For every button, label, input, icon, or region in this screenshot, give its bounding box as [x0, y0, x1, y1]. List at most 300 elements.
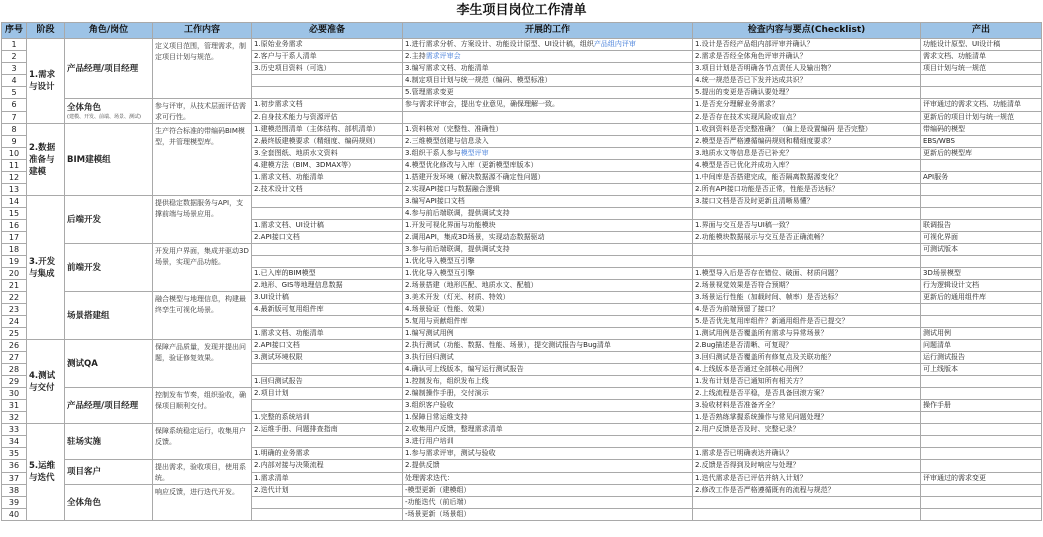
output-cell: 更新后的项目计划与统一规范 [921, 111, 1042, 124]
checklist-cell: 1.是否熟练掌握系统操作与常见问题处理？ [693, 412, 921, 424]
row-index: 27 [2, 352, 27, 364]
work-cell [403, 340, 693, 352]
output-cell [921, 448, 1042, 460]
work-content-cell: 开发用户界面，集成并驱动3D场景，实现产品功能。 [153, 244, 252, 292]
output-cell [921, 256, 1042, 268]
row-index: 18 [2, 244, 27, 256]
preparation-cell: 2.客户与干系人清单 [252, 51, 403, 63]
work-text: 3.执行回归测试 [405, 353, 454, 361]
work-text: 2.主持 [405, 52, 426, 60]
work-text: 4.模型优化修改与入库（更新模型库版本） [405, 161, 538, 169]
work-text: 4.确认可上线版本，编写运行测试报告 [405, 365, 524, 373]
checklist-cell: 5.是否优先复用库组件？新通用组件是否已提交？ [693, 316, 921, 328]
checklist-cell: 2.场景视觉效果是否符合预期？ [693, 280, 921, 292]
header-row [2, 23, 1042, 39]
preparation-cell: 4.建模方法（BIM、3DMAX等） [252, 160, 403, 172]
table-row [2, 39, 1042, 51]
work-content-cell: 参与评审，从技术层面评估需求可行性。 [153, 99, 252, 124]
work-text: 1.进行需求分析、方案设计、功能设计原型、UI设计稿，组织 [405, 40, 594, 48]
work-cell [403, 39, 693, 51]
work-content-cell: 保障产品质量，发现并提出问题，验证修复效果。 [153, 340, 252, 388]
work-text: -模型更新（建模组） [405, 486, 471, 494]
output-cell: 需求文档、功能清单 [921, 51, 1042, 63]
row-index: 34 [2, 436, 27, 448]
work-text: 参与需求评审会，提出专业意见，确保理解一致。 [405, 100, 559, 109]
sheet-title: 李生项目岗位工作清单 [456, 3, 587, 18]
row-index: 13 [2, 184, 27, 196]
checklist-cell [693, 497, 921, 509]
output-cell: 运行测试报告 [921, 352, 1042, 364]
work-cell [403, 268, 693, 280]
row-index: 10 [2, 148, 27, 160]
work-cell [403, 280, 693, 292]
work-cell [403, 472, 693, 485]
preparation-cell: 1.需求清单 [252, 472, 403, 485]
preparation-cell: 2.迭代计划 [252, 485, 403, 497]
checklist-cell: 2.所有API接口功能是否正常，性能是否达标？ [693, 184, 921, 196]
row-index: 29 [2, 376, 27, 388]
work-text: 处理需求迭代： [405, 473, 454, 482]
work-link[interactable]: 产品组内评审 [593, 40, 636, 48]
row-index: 5 [2, 87, 27, 99]
preparation-cell [252, 316, 403, 328]
work-cell [403, 376, 693, 388]
row-index: 14 [2, 196, 27, 208]
work-text: 2.场景搭建（地形匹配、地质水文、配植） [405, 281, 538, 289]
work-text: 1.保障日常运维支持 [405, 413, 468, 421]
work-cell [403, 485, 693, 497]
work-cell [403, 111, 693, 124]
work-cell [403, 509, 693, 521]
work-cell [403, 497, 693, 509]
output-cell: 项目计划与统一规范 [921, 63, 1042, 75]
output-cell: EBS/WBS [921, 136, 1042, 148]
preparation-cell: 2.项目计划 [252, 388, 403, 400]
work-text: 4.场景验证（性能、效果） [405, 305, 489, 313]
table-row [2, 292, 1042, 304]
output-cell [921, 412, 1042, 424]
output-cell [921, 304, 1042, 316]
work-cell [403, 424, 693, 436]
checklist-cell: 2.上线流程是否平稳，是否具备回滚方案？ [693, 388, 921, 400]
checklist-cell: 3.接口文档是否及时更新且清晰易懂？ [693, 196, 921, 208]
preparation-cell: 1.回归测试报告 [252, 376, 403, 388]
preparation-cell: 2.运维手册、问题排查指南 [252, 424, 403, 436]
table-row [2, 485, 1042, 497]
table-row [2, 196, 1042, 208]
table-row [2, 424, 1042, 436]
output-cell: 功能设计原型、UI设计稿 [921, 39, 1042, 51]
work-text: 1.控制发布，组织发布上线 [405, 377, 489, 385]
preparation-cell: 1.初步需求文档 [252, 99, 403, 112]
work-cell [403, 388, 693, 400]
role-cell [65, 340, 153, 388]
work-text: 3.组织客户验收 [405, 401, 454, 409]
row-index: 1 [2, 39, 27, 51]
header-role: 角色/岗位 [65, 23, 153, 39]
table-row [2, 388, 1042, 400]
table-row [2, 244, 1042, 256]
output-cell: 操作手册 [921, 400, 1042, 412]
stage-cell: 3.开发与集成 [27, 196, 65, 340]
row-index: 36 [2, 460, 27, 473]
preparation-cell [252, 256, 403, 268]
checklist-cell: 1.迭代需求是否已评估并纳入计划？ [693, 472, 921, 485]
output-cell: 问题清单 [921, 340, 1042, 352]
role-cell [65, 424, 153, 460]
output-cell: 评审通过的需求变更 [921, 472, 1042, 485]
preparation-cell [252, 364, 403, 376]
checklist-cell [693, 244, 921, 256]
stage-cell: 2.数据准备与建模 [27, 124, 65, 196]
work-cell [403, 99, 693, 112]
checklist-cell: 1.收到资料是否完整准确？（偏上是设置编码 是否完整） [693, 124, 921, 136]
preparation-cell: 2.技术设计文档 [252, 184, 403, 196]
output-cell: 3D场景模型 [921, 268, 1042, 280]
work-content-cell: 提供稳定数据服务与API，支撑前端与场景应用。 [153, 196, 252, 244]
role-label: 驻场实施 [67, 436, 102, 447]
preparation-cell: 2.API接口文档 [252, 340, 403, 352]
row-index: 6 [2, 99, 27, 112]
work-cell [403, 436, 693, 448]
role-cell [65, 196, 153, 244]
work-text: 1.优化导入模型互引擎 [405, 257, 475, 265]
row-index: 40 [2, 509, 27, 521]
work-content-cell: 保障系统稳定运行，收集用户反馈。 [153, 424, 252, 460]
work-text: -场景更新（场景组） [405, 510, 471, 518]
preparation-cell: 1.已入库的BIM模型 [252, 268, 403, 280]
checklist-cell: 4.是否为前端预留了接口？ [693, 304, 921, 316]
preparation-cell: 2.最终版建模要求（精细度、编码规则） [252, 136, 403, 148]
table-row [2, 460, 1042, 473]
row-index: 24 [2, 316, 27, 328]
work-text: -功能迭代（前后端） [405, 498, 471, 506]
work-cell [403, 352, 693, 364]
work-text: 2.提供反馈 [405, 461, 440, 470]
output-cell [921, 424, 1042, 436]
role-cell [65, 39, 153, 99]
row-index: 16 [2, 220, 27, 232]
checklist-cell: 4.统一规范是否已下发并达成共识？ [693, 75, 921, 87]
output-cell: 可测试版本 [921, 244, 1042, 256]
work-text: 1.资料核对（完整性、准确性） [405, 125, 503, 133]
work-cell [403, 63, 693, 75]
table-row [2, 124, 1042, 136]
row-index: 19 [2, 256, 27, 268]
work-cell [403, 196, 693, 208]
checklist-cell: 2.反馈是否得到及时响应与处理？ [693, 460, 921, 473]
preparation-cell [252, 244, 403, 256]
work-cell [403, 328, 693, 340]
work-cell [403, 160, 693, 172]
row-index: 38 [2, 485, 27, 497]
row-index: 15 [2, 208, 27, 220]
row-index: 26 [2, 340, 27, 352]
work-cell [403, 448, 693, 460]
work-cell [403, 220, 693, 232]
work-cell [403, 256, 693, 268]
checklist-cell: 1.中间库是否搭建完成，能否隔离数据源变化？ [693, 172, 921, 184]
preparation-cell: 3.历史项目资料（可选） [252, 63, 403, 75]
output-cell [921, 160, 1042, 172]
work-text: 1.搭建开发环境（解决数据源不确定性问题） [405, 173, 545, 181]
work-text: 1.编写测试用例 [405, 329, 454, 337]
row-index: 23 [2, 304, 27, 316]
work-text: 5.管理需求变更 [405, 88, 454, 96]
role-cell [65, 244, 153, 292]
work-text: 1.优化导入模型互引擎 [405, 269, 475, 277]
role-cell [65, 124, 153, 196]
work-text: 2.三维模型创建与信息录入 [405, 137, 489, 145]
preparation-cell [252, 400, 403, 412]
work-cell [403, 148, 693, 160]
output-cell [921, 509, 1042, 521]
checklist-cell: 2.功能模块数据展示与交互是否正确流畅？ [693, 232, 921, 244]
stage-cell: 5.运维与迭代 [27, 424, 65, 521]
row-index: 4 [2, 75, 27, 87]
row-index: 31 [2, 400, 27, 412]
preparation-cell: 1.明确的业务需求 [252, 448, 403, 460]
role-label: 全体角色 [67, 102, 102, 113]
checklist-cell: 4.上线版本是否通过全部核心用例？ [693, 364, 921, 376]
output-cell [921, 208, 1042, 220]
output-cell: 测试用例 [921, 328, 1042, 340]
checklist-cell [693, 256, 921, 268]
row-index: 3 [2, 63, 27, 75]
checklist-cell: 1.是否充分理解业务需求？ [693, 99, 921, 112]
row-index: 7 [2, 111, 27, 124]
preparation-cell: 3.测试环境权限 [252, 352, 403, 364]
preparation-cell [252, 497, 403, 509]
work-text: 3.美术开发（灯光、材质、特效） [405, 293, 510, 301]
checklist-cell: 3.验收材料是否准备齐全？ [693, 400, 921, 412]
checklist-cell: 3.场景运行性能（加载时间、帧率）是否达标？ [693, 292, 921, 304]
checklist-cell: 1.模型导入后是否存在错位、破面、材质问题？ [693, 268, 921, 280]
output-cell [921, 485, 1042, 497]
work-cell [403, 244, 693, 256]
work-text: 3.组织干系人参与 [405, 149, 461, 157]
work-cell [403, 292, 693, 304]
checklist-cell: 2.Bug描述是否清晰、可复现？ [693, 340, 921, 352]
preparation-cell: 1.原始业务需求 [252, 39, 403, 51]
row-index: 39 [2, 497, 27, 509]
checklist-cell: 4.模型是否已优化并成功入库？ [693, 160, 921, 172]
output-cell: 更新后的通用组件库 [921, 292, 1042, 304]
checklist-cell [693, 436, 921, 448]
preparation-cell [252, 436, 403, 448]
checklist-cell: 1.需求是否已明确表达并确认？ [693, 448, 921, 460]
work-text: 2.收集用户反馈，整理需求清单 [405, 425, 503, 433]
stage-cell: 4.测试与交付 [27, 340, 65, 424]
work-cell [403, 412, 693, 424]
work-cell [403, 304, 693, 316]
work-link[interactable]: 需求评审会 [425, 52, 461, 60]
row-index: 9 [2, 136, 27, 148]
preparation-cell: 1.需求文档、UI设计稿 [252, 220, 403, 232]
preparation-cell: 2.内部对接与决策流程 [252, 460, 403, 473]
preparation-cell: 1.完整的系统培训 [252, 412, 403, 424]
job-list-table [1, 22, 1042, 521]
output-cell: 评审通过的需求文档、功能清单 [921, 99, 1042, 112]
preparation-cell [252, 196, 403, 208]
table-row [2, 340, 1042, 352]
work-text: 3.编写需求文档、功能清单 [405, 64, 489, 72]
preparation-cell [252, 208, 403, 220]
role-cell [65, 292, 153, 340]
output-cell: 可上线版本 [921, 364, 1042, 376]
work-text: 3.参与前后端联调，提供调试支持 [405, 245, 510, 253]
role-label: 项目客户 [67, 467, 102, 477]
work-link[interactable]: 模型评审 [460, 149, 489, 157]
output-cell [921, 196, 1042, 208]
row-index: 37 [2, 472, 27, 485]
work-text: 3.编写API接口文档 [405, 197, 465, 205]
row-index: 33 [2, 424, 27, 436]
role-sublabel: (建模、开发、前端、场景、测试) [67, 113, 141, 120]
header-index: 序号 [2, 23, 27, 39]
work-text: 1.开发可视化界面与功能模块 [405, 221, 496, 229]
output-cell [921, 436, 1042, 448]
role-label: 全体角色 [67, 497, 102, 508]
checklist-cell [693, 208, 921, 220]
work-cell [403, 316, 693, 328]
checklist-cell: 1.测试用例是否覆盖所有需求与异常场景？ [693, 328, 921, 340]
row-index: 28 [2, 364, 27, 376]
work-text: 2.调用API，集成3D场景，实现动态数据驱动 [405, 233, 545, 241]
row-index: 11 [2, 160, 27, 172]
row-index: 12 [2, 172, 27, 184]
role-cell [65, 460, 153, 485]
checklist-cell: 5.提出的变更是否确认要处理？ [693, 87, 921, 99]
role-cell [65, 485, 153, 521]
work-text: 5.复用与贡献组件库 [405, 317, 468, 325]
checklist-cell: 1.发布计划是否已通知所有相关方？ [693, 376, 921, 388]
output-cell: 带编码的模型 [921, 124, 1042, 136]
checklist-cell: 2.模型是否严格遵循编码规则和精细度要求？ [693, 136, 921, 148]
row-index: 20 [2, 268, 27, 280]
checklist-cell: 1.界面与交互是否与UI稿一致？ [693, 220, 921, 232]
work-text: 4.制定项目计划与统一规范（编码、模型标准） [405, 76, 552, 84]
output-cell: 行为逻辑设计文档 [921, 280, 1042, 292]
preparation-cell: 3.UI设计稿 [252, 292, 403, 304]
work-content-cell: 响应反馈，进行迭代开发。 [153, 485, 252, 521]
role-cell [65, 388, 153, 424]
work-cell [403, 208, 693, 220]
preparation-cell: 1.需求文档、功能清单 [252, 172, 403, 184]
output-cell: 可视化界面 [921, 232, 1042, 244]
row-index: 17 [2, 232, 27, 244]
output-cell [921, 316, 1042, 328]
work-cell [403, 172, 693, 184]
output-cell: API服务 [921, 172, 1042, 184]
role-label: 场景搭建组 [67, 310, 110, 321]
output-cell [921, 376, 1042, 388]
row-index: 2 [2, 51, 27, 63]
header-work: 开展的工作 [403, 23, 693, 39]
work-content-cell: 控制发布节奏，组织验收，确保项目顺利交付。 [153, 388, 252, 424]
role-cell [65, 99, 153, 124]
role-label: 测试QA [67, 358, 98, 369]
role-label: 前端开发 [67, 262, 102, 273]
work-content-cell: 融合模型与地理信息，构建最终孪生可视化场景。 [153, 292, 252, 340]
work-content-cell: 定义项目范围，管理需求，制定项目计划与规范。 [153, 39, 252, 99]
checklist-cell: 1.设计是否经产品组内部评审并确认？ [693, 39, 921, 51]
preparation-cell [252, 87, 403, 99]
work-cell [403, 75, 693, 87]
output-cell [921, 184, 1042, 196]
header-checklist: 检查内容与要点(Checklist) [693, 23, 921, 39]
work-cell [403, 184, 693, 196]
work-cell [403, 460, 693, 473]
role-label: 后端开发 [67, 214, 102, 225]
role-label: BIM建模组 [67, 154, 111, 165]
preparation-cell [252, 509, 403, 521]
checklist-cell: 3.回归测试是否覆盖所有修复点及关联功能？ [693, 352, 921, 364]
stage-cell: 1.需求与设计 [27, 39, 65, 124]
work-cell [403, 136, 693, 148]
row-index: 21 [2, 280, 27, 292]
work-text: 3.进行用户培训 [405, 437, 454, 445]
header-stage: 阶段 [27, 23, 65, 39]
preparation-cell [252, 75, 403, 87]
table-row [2, 99, 1042, 112]
preparation-cell: 1.需求文档、功能清单 [252, 328, 403, 340]
row-index: 32 [2, 412, 27, 424]
preparation-cell: 3.全套图纸、地质水文资料 [252, 148, 403, 160]
preparation-cell: 1.建模范围清单（主体结构、部机清单） [252, 124, 403, 136]
work-cell [403, 87, 693, 99]
work-content-cell: 提出需求，验收项目，使用系统。 [153, 460, 252, 485]
checklist-cell [693, 509, 921, 521]
work-text: 1.参与需求评审，测试与验收 [405, 449, 496, 457]
header-preparation: 必要准备 [252, 23, 403, 39]
header-output: 产出 [921, 23, 1042, 39]
preparation-cell: 2.自身技术能力与资源评估 [252, 111, 403, 124]
work-cell [403, 232, 693, 244]
row-index: 25 [2, 328, 27, 340]
checklist-cell: 2.需求是否经全体角色评审并确认？ [693, 51, 921, 63]
work-text: 4.参与前后端联调，提供调试支持 [405, 209, 510, 217]
row-index: 30 [2, 388, 27, 400]
output-cell [921, 87, 1042, 99]
checklist-cell: 3.项目计划是否明确各节点责任人及输出物？ [693, 63, 921, 75]
work-text: 2.编制操作手册，交付演示 [405, 389, 489, 397]
preparation-cell: 2.地形、GIS等地理信息数据 [252, 280, 403, 292]
output-cell: 更新后的模型库 [921, 148, 1042, 160]
role-label: 产品经理/项目经理 [67, 400, 139, 411]
preparation-cell: 4.最新版可复用组件库 [252, 304, 403, 316]
work-text: 2.执行测试（功能、数据、性能、场景），提交测试报告与Bug清单 [405, 341, 611, 349]
checklist-cell: 2.是否存在技术实现风险或盲点？ [693, 111, 921, 124]
output-cell [921, 460, 1042, 473]
preparation-cell: 2.API接口文档 [252, 232, 403, 244]
table-body [2, 39, 1042, 521]
output-cell [921, 75, 1042, 87]
output-cell [921, 388, 1042, 400]
checklist-cell: 2.用户反馈是否及时、完整记录？ [693, 424, 921, 436]
row-index: 35 [2, 448, 27, 460]
work-text: 2.实现API接口与数据融合逻辑 [405, 185, 500, 193]
output-cell: 联调报告 [921, 220, 1042, 232]
checklist-cell: 2.修改工作是否严格遵循既有的流程与规范？ [693, 485, 921, 497]
work-cell [403, 51, 693, 63]
work-content-cell: 生产符合标准的带编码BIM模型，并管理模型库。 [153, 124, 252, 196]
output-cell [921, 497, 1042, 509]
checklist-cell: 3.地质水文等信息是否已补充？ [693, 148, 921, 160]
row-index: 22 [2, 292, 27, 304]
role-label: 产品经理/项目经理 [67, 63, 139, 74]
work-cell [403, 124, 693, 136]
